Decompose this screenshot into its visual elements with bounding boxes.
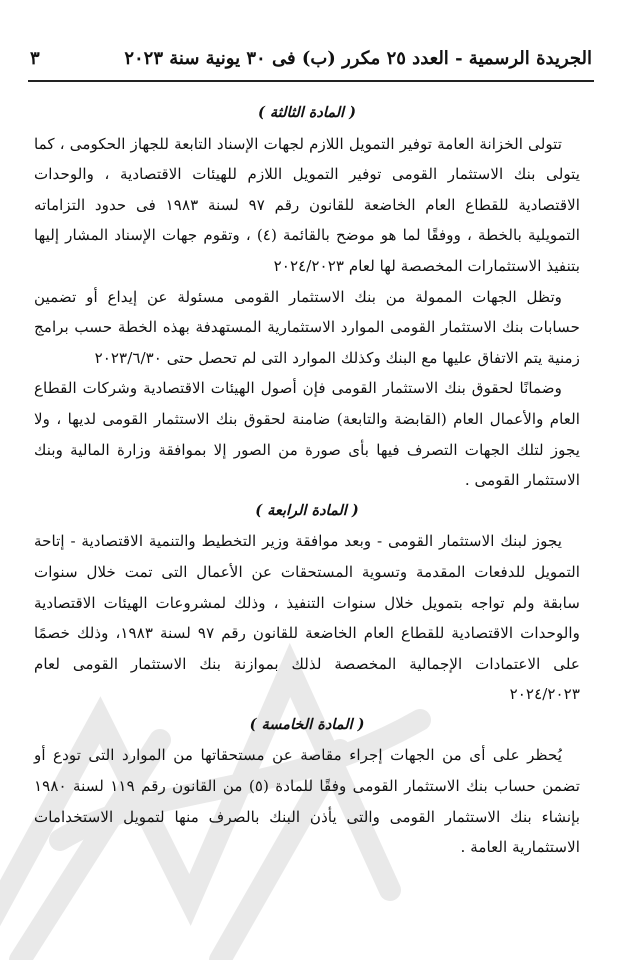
article-heading: ( المادة الخامسة ) xyxy=(249,715,365,733)
paragraph: يُحظر على أى من الجهات إجراء مقاصة عن مستحقاتها من الموارد التى تودع أو تضمن حساب بنك الاستثمار القومى وفقًا للمادة (٥) من القانون رقم ١١٩ لسنة ١٩٨٠ بإنشاء بنك الاستثمار القومى والتى يأذن البنك بالصرف منها لتمويل الاستخدامات الاستثمارية العامة . xyxy=(34,746,580,857)
page-header xyxy=(30,38,592,78)
header-divider xyxy=(28,80,594,82)
page-number: ٣ xyxy=(30,47,40,69)
document-body xyxy=(34,98,580,863)
paragraph: تتولى الخزانة العامة توفير التمويل اللازم لجهات الإسناد التابعة للجهاز الحكومى ، كما يتولى بنك الاستثمار القومى توفير التمويل اللازم للهيئات الاقتصادية ، والوحدات الاقتصادية للقطاع العام الخاضعة للقانون رقم ٩٧ لسنة ١٩٨٣ فى حدود التزاماته التمويلية بالخطة ، ووفقًا لما هو موضح بالقائمة (٤) ، وتقوم جهات الإسناد المشار إليها بتنفيذ الاستثمارات المخصصة لها لعام ٢٠٢٤/٢٠٢٣ xyxy=(34,134,580,275)
article-heading: ( المادة الثالثة ) xyxy=(258,104,356,121)
article-3 xyxy=(34,98,580,496)
article-heading: ( المادة الرابعة ) xyxy=(255,501,359,519)
paragraph: يجوز لبنك الاستثمار القومى - وبعد موافقة وزير التخطيط والتنمية الاقتصادية - إتاحة التمويل للدفعات المقدمة وتسوية المستحقات عن الأعمال التى تمت خلال سنوات سابقة ولم تواجه بتمويل خلال سنوات التنفيذ ، وذلك لمشروعات الهيئات الاقتصادية والوحدات الاقتصادية للقطاع العام الخاضعة للقانون رقم ٩٧ لسنة ١٩٨٣، وذلك خصمًا على الاعتمادات الإجمالية المخصصة لذلك بموازنة بنك الاستثمار القومى لعام ٢٠٢٤/٢٠٢٣ xyxy=(34,532,580,704)
paragraph: وتظل الجهات الممولة من بنك الاستثمار القومى مسئولة عن إيداع أو تضمين حسابات بنك الاستثمار القومى الموارد الاستثمارية المستهدفة بهذه الخطة حسب برامج زمنية يتم الاتفاق عليها مع البنك وكذلك الموارد التى لم تحصل حتى ٢٠٢٣/٦/٣٠ xyxy=(34,287,580,367)
article-4 xyxy=(34,496,580,710)
header-title: الجريدة الرسمية - العدد ٢٥ مكرر (ب) فى ٣٠ يونية سنة ٢٠٢٣ xyxy=(124,47,592,69)
paragraph: وضمانًا لحقوق بنك الاستثمار القومى فإن أصول الهيئات الاقتصادية وشركات القطاع العام والأعمال العام (القابضة والتابعة) ضامنة لحقوق بنك الاستثمار القومى لديها ، ولا يجوز لتلك الجهات التصرف فيها بأى صورة من الصور إلا بموافقة وزارة المالية وبنك الاستثمار القومى . xyxy=(34,379,580,490)
article-5 xyxy=(34,710,580,863)
